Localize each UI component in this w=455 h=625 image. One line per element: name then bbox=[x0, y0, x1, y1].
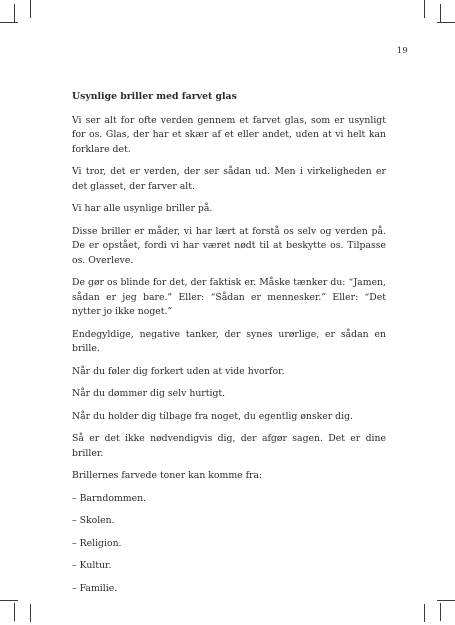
crop-mark-top-left-h bbox=[0, 22, 18, 23]
page-number: 19 bbox=[396, 46, 408, 56]
paragraph: Vi har alle usynlige briller på. bbox=[72, 203, 213, 214]
crop-mark-bottom-right-v2 bbox=[440, 603, 441, 621]
list-item: – Kultur. bbox=[72, 560, 112, 571]
paragraph: Vi tror, det er verden, der ser sådan ud. Men i virkeligheden er det glasset, der farver alt. bbox=[72, 166, 386, 192]
paragraph: Når du dømmer dig selv hurtigt. bbox=[72, 388, 226, 399]
paragraph: De gør os blinde for det, der faktisk er. Måske tænker du: “Jamen, sådan er jeg bare.” Eller: “Sådan er mennesker.” Eller: “Det nytter jo ikke noget.” bbox=[72, 277, 386, 317]
paragraph: Vi ser alt for ofte verden gennem et farvet glas, som er usynligt for os. Glas, der har et skær af et eller andet, uden at vi helt kan forklare det. bbox=[72, 114, 386, 155]
list-item: – Religion. bbox=[72, 537, 122, 549]
crop-mark-top-right-v2 bbox=[440, 4, 441, 22]
list-item: – Familie. bbox=[72, 582, 118, 594]
crop-mark-bottom-right-v bbox=[424, 604, 425, 622]
paragraph: Disse briller er måder, vi har lært at forstå os selv og verden på. De er opstået, fordi vi har været nødt til at beskytte os. Tilpasse os. Overleve. bbox=[72, 225, 386, 266]
section-heading: Usynlige briller med farvet glas bbox=[72, 91, 237, 102]
crop-mark-top-left-v bbox=[30, 0, 31, 18]
crop-mark-top-left-v2 bbox=[14, 4, 15, 22]
paragraph: Så er det ikke nødvendigvis dig, der afgør sagen. Det er dine briller. bbox=[72, 433, 386, 459]
crop-mark-bottom-left-h bbox=[0, 600, 18, 601]
crop-mark-top-right-h bbox=[437, 22, 455, 23]
list-item: – Skolen. bbox=[72, 515, 115, 526]
crop-mark-bottom-right-h bbox=[437, 600, 455, 601]
paragraph: Brillernes farvede toner kan komme fra: bbox=[72, 470, 263, 481]
crop-mark-top-right-v bbox=[424, 0, 425, 18]
paragraph: Når du holder dig tilbage fra noget, du egentlig ønsker dig. bbox=[72, 410, 354, 422]
page-content bbox=[72, 90, 386, 604]
crop-mark-bottom-left-v2 bbox=[14, 603, 15, 621]
list-item: – Barndommen. bbox=[72, 492, 147, 504]
paragraph: Når du føler dig forkert uden at vide hvorfor. bbox=[72, 365, 285, 377]
paragraph: Endegyldige, negative tanker, der synes urørlige, er sådan en brille. bbox=[72, 328, 386, 354]
crop-mark-bottom-left-v bbox=[30, 604, 31, 622]
